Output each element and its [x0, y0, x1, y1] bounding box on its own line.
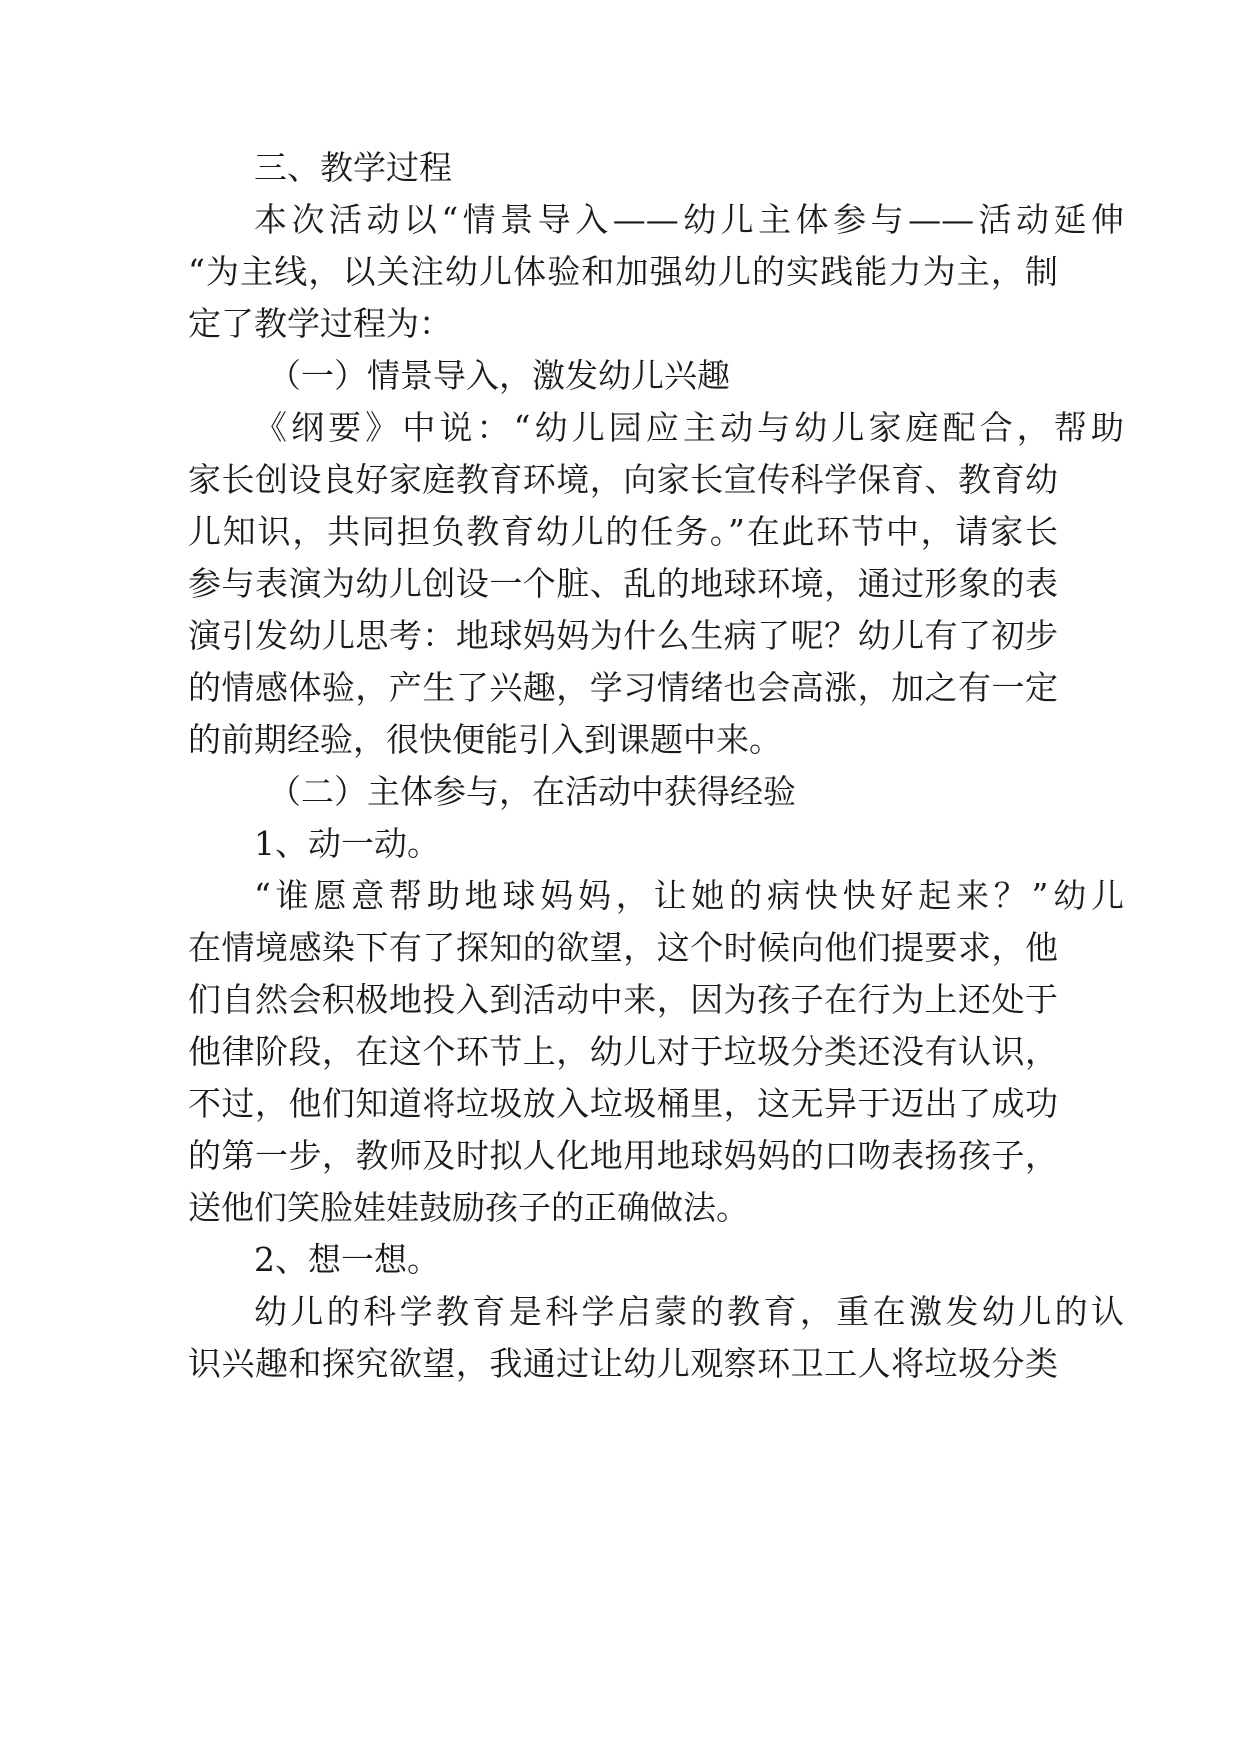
paragraph-line: “为主线，以关注幼儿体验和加强幼儿的实践能力为主，制 [188, 252, 1058, 291]
paragraph-line: 本次活动以“情景导入——幼儿主体参与——活动延伸 [254, 200, 1124, 239]
paragraph-line: 的第一步，教师及时拟人化地用地球妈妈的口吻表扬孩子， [188, 1136, 1058, 1175]
paragraph-line: 他律阶段，在这个环节上，幼儿对于垃圾分类还没有认识， [188, 1032, 1058, 1071]
paragraph-line: 定了教学过程为： [188, 304, 452, 343]
item-heading: 1、动一动。 [254, 824, 440, 863]
section-heading: 三、教学过程 [254, 148, 452, 187]
paragraph-line: 幼儿的科学教育是科学启蒙的教育，重在激发幼儿的认 [254, 1292, 1124, 1331]
paragraph-line: 《纲要》中说：“幼儿园应主动与幼儿家庭配合，帮助 [254, 408, 1124, 447]
item-heading: 2、想一想。 [254, 1240, 440, 1279]
paragraph-line: 送他们笑脸娃娃鼓励孩子的正确做法。 [188, 1188, 749, 1227]
paragraph-line: 们自然会积极地投入到活动中来，因为孩子在行为上还处于 [188, 980, 1058, 1019]
paragraph-line: 演引发幼儿思考：地球妈妈为什么生病了呢？幼儿有了初步 [188, 616, 1058, 655]
paragraph-line: 的前期经验，很快便能引入到课题中来。 [188, 720, 782, 759]
paragraph-line: 家长创设良好家庭教育环境，向家长宣传科学保育、教育幼 [188, 460, 1058, 499]
paragraph-line: 识兴趣和探究欲望，我通过让幼儿观察环卫工人将垃圾分类 [188, 1344, 1058, 1383]
paragraph-line: 儿知识，共同担负教育幼儿的任务。”在此环节中，请家长 [188, 512, 1058, 551]
subsection-heading: （二）主体参与，在活动中获得经验 [268, 772, 796, 811]
paragraph-line: 在情境感染下有了探知的欲望，这个时候向他们提要求，他 [188, 928, 1058, 967]
paragraph-line: 参与表演为幼儿创设一个脏、乱的地球环境，通过形象的表 [188, 564, 1058, 603]
subsection-heading: （一）情景导入，激发幼儿兴趣 [268, 356, 730, 395]
paragraph-line: “谁愿意帮助地球妈妈，让她的病快快好起来？”幼儿 [254, 876, 1124, 915]
paragraph-line: 不过，他们知道将垃圾放入垃圾桶里，这无异于迈出了成功 [188, 1084, 1058, 1123]
paragraph-line: 的情感体验，产生了兴趣，学习情绪也会高涨，加之有一定 [188, 668, 1058, 707]
